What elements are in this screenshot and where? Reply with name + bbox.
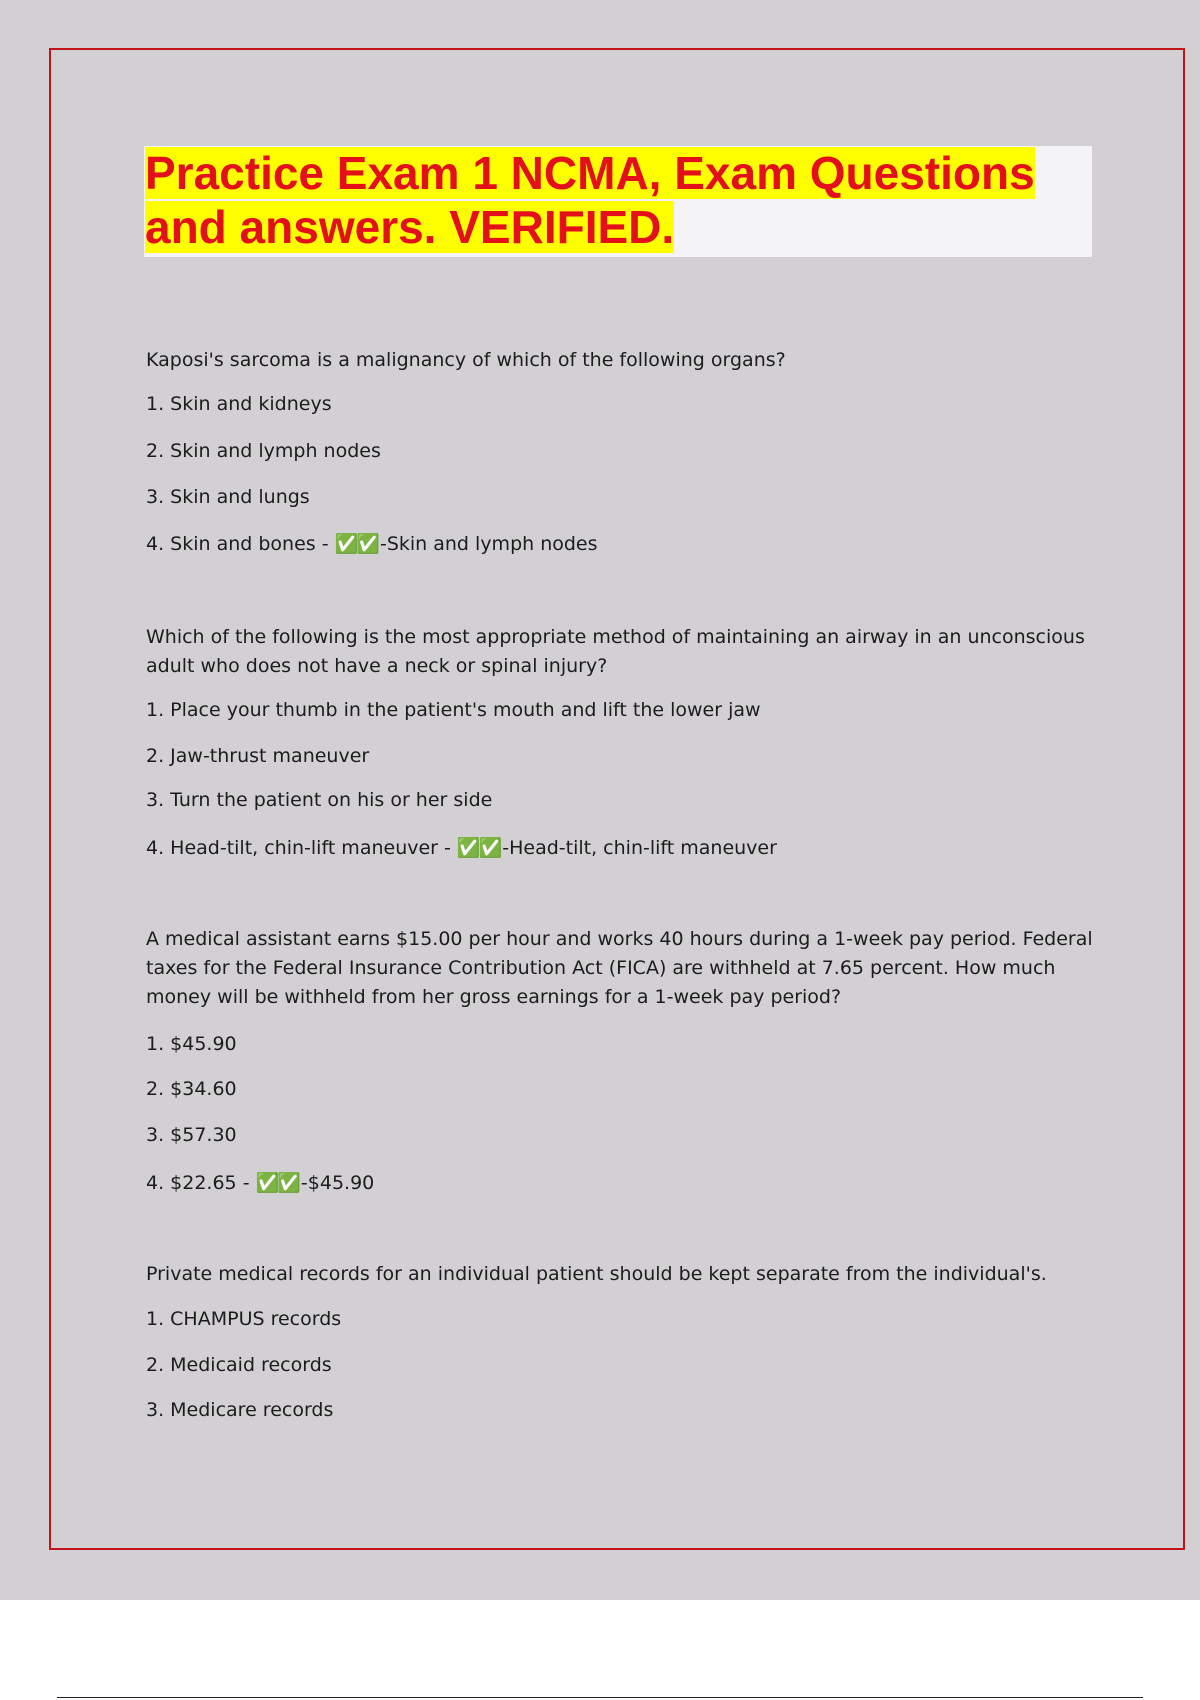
question-1-option-2: 2. Skin and lymph nodes (146, 440, 381, 462)
question-3-answer: -$45.90 (300, 1172, 375, 1194)
question-4-option-2: 2. Medicaid records (146, 1354, 332, 1376)
question-2-option-4-with-answer: 4. Head-tilt, chin-lift maneuver - ✅✅ -Head-tilt, chin-lift maneuver (146, 837, 777, 859)
footer-divider (57, 1697, 1143, 1698)
question-3-prompt: A medical assistant earns $15.00 per hour and works 40 hours during a 1-week pay period. Federal taxes for the Federal Insurance Contribution Act (FICA) are withheld at 7.65 percent. How much money will be withheld from her gross earnings for a 1-week pay period? (146, 928, 1093, 1008)
check-icon: ✅✅ (334, 533, 378, 555)
question-1-option-4: 4. Skin and bones (146, 533, 316, 555)
question-3-option-4-with-answer: 4. $22.65 - ✅✅ -$45.90 (146, 1172, 375, 1194)
question-2-option-1: 1. Place your thumb in the patient's mouth and lift the lower jaw (146, 699, 761, 721)
question-4-prompt: Private medical records for an individual patient should be kept separate from the individual's. (146, 1263, 1047, 1285)
check-icon: ✅✅ (255, 1172, 299, 1194)
title-line-2: and answers. VERIFIED. (145, 201, 675, 253)
question-3-option-4: 4. $22.65 (146, 1172, 237, 1194)
question-3-option-1: 1. $45.90 (146, 1033, 237, 1055)
question-2-option-3: 3. Turn the patient on his or her side (146, 789, 493, 811)
question-3-option-3: 3. $57.30 (146, 1124, 237, 1146)
question-1-prompt: Kaposi's sarcoma is a malignancy of which of the following organs? (146, 349, 786, 371)
question-4-option-3: 3. Medicare records (146, 1399, 334, 1421)
question-2-prompt: Which of the following is the most appropriate method of maintaining an airway in an unconscious adult who does not have a neck or spinal injury? (146, 626, 1085, 677)
title-line-1: Practice Exam 1 NCMA, Exam Questions (145, 147, 1035, 199)
question-1-answer: -Skin and lymph nodes (379, 533, 598, 555)
document-title (145, 146, 1090, 254)
question-2-option-2: 2. Jaw-thrust maneuver (146, 745, 370, 767)
question-3-option-2: 2. $34.60 (146, 1078, 237, 1100)
question-1-option-4-with-answer: 4. Skin and bones - ✅✅ -Skin and lymph nodes (146, 533, 598, 555)
question-4-option-1: 1. CHAMPUS records (146, 1308, 342, 1330)
question-1-option-3: 3. Skin and lungs (146, 486, 310, 508)
question-2-answer: -Head-tilt, chin-lift maneuver (502, 837, 777, 859)
check-icon: ✅✅ (456, 837, 501, 859)
question-2-option-4: 4. Head-tilt, chin-lift maneuver (146, 837, 438, 859)
question-1-option-1: 1. Skin and kidneys (146, 393, 332, 415)
